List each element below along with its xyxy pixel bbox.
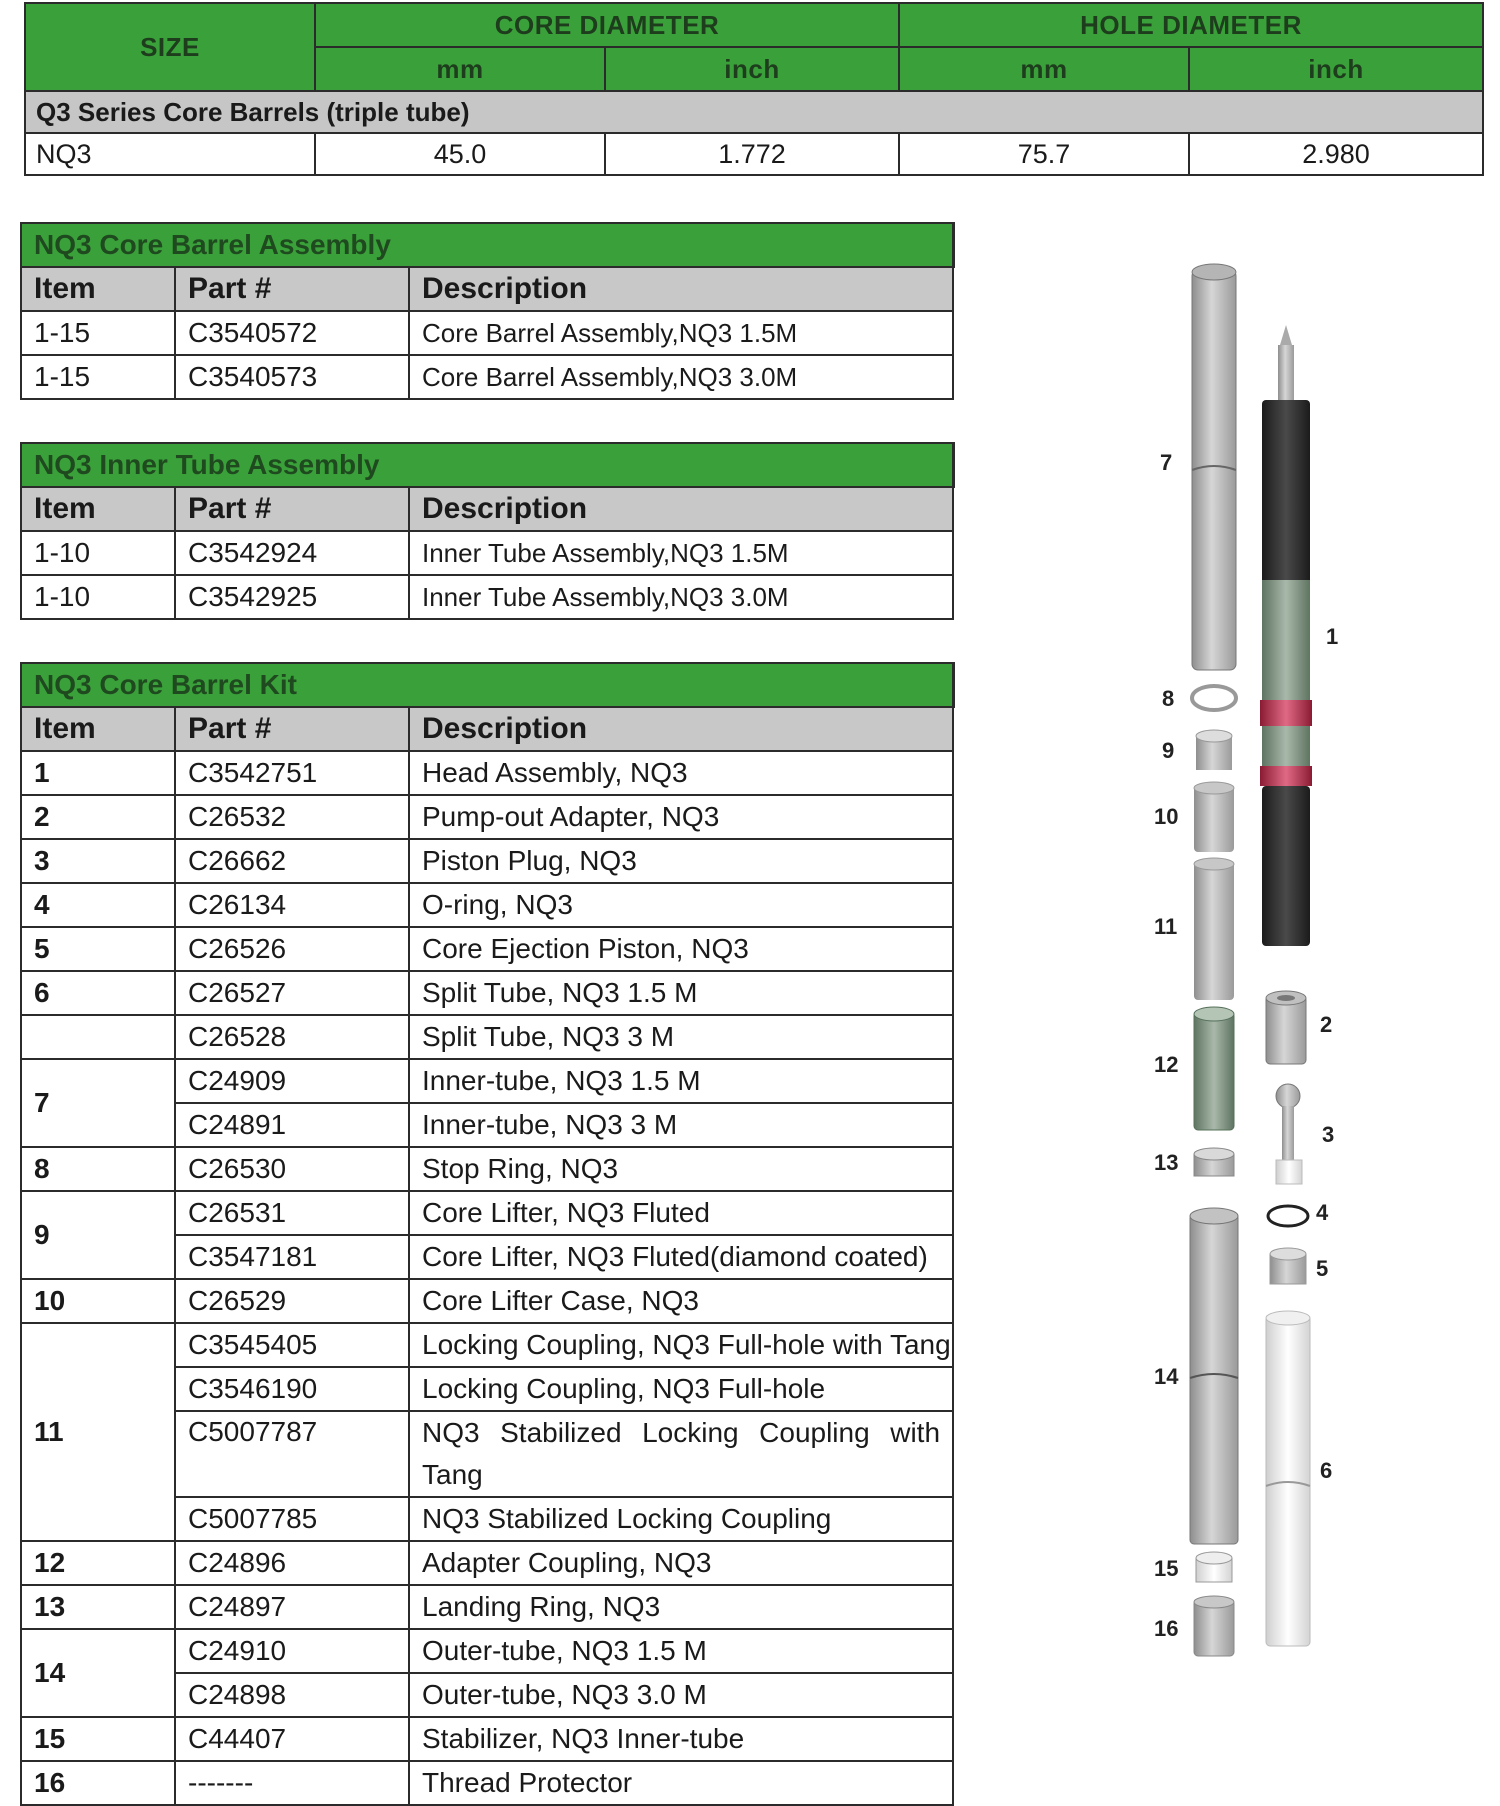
item-cell xyxy=(21,1015,175,1059)
description-cell: Stop Ring, NQ3 xyxy=(409,1147,953,1191)
part-header: Part # xyxy=(175,487,409,531)
part-13-landing-ring xyxy=(1194,1148,1234,1176)
item-cell: 1 xyxy=(21,751,175,795)
series-label: Q3 Series Core Barrels (triple tube) xyxy=(25,91,1483,133)
part-8-stop-ring xyxy=(1192,686,1236,710)
table-title: NQ3 Core Barrel Kit xyxy=(21,663,953,707)
part-cell: C24891 xyxy=(175,1103,409,1147)
label-11: 11 xyxy=(1154,914,1178,939)
part-cell: C3546190 xyxy=(175,1367,409,1411)
part-9-core-lifter xyxy=(1196,730,1232,770)
description-cell: Pump-out Adapter, NQ3 xyxy=(409,795,953,839)
description-cell: Outer-tube, NQ3 3.0 M xyxy=(409,1673,953,1717)
part-cell: C26528 xyxy=(175,1015,409,1059)
description-cell: Inner Tube Assembly,NQ3 3.0M xyxy=(409,575,953,619)
hole-mm-header: mm xyxy=(899,47,1189,91)
description-cell: Core Lifter, NQ3 Fluted xyxy=(409,1191,953,1235)
label-12: 12 xyxy=(1154,1052,1179,1077)
part-10-core-lifter-case xyxy=(1194,782,1234,852)
item-cell: 11 xyxy=(21,1323,175,1541)
label-9: 9 xyxy=(1162,738,1175,763)
part-cell: C3542925 xyxy=(175,575,409,619)
description-cell: Locking Coupling, NQ3 Full-hole with Tang xyxy=(409,1323,953,1367)
item-cell: 9 xyxy=(21,1191,175,1279)
inner-tube-assembly-table xyxy=(20,442,955,620)
item-cell: 1-15 xyxy=(21,355,175,399)
core-mm-value: 45.0 xyxy=(315,133,605,175)
description-cell: Core Lifter Case, NQ3 xyxy=(409,1279,953,1323)
hole-inch-value: 2.980 xyxy=(1189,133,1483,175)
core-inch-header: inch xyxy=(605,47,899,91)
table-title: NQ3 Inner Tube Assembly xyxy=(21,443,953,487)
core-inch-value: 1.772 xyxy=(605,133,899,175)
label-15: 15 xyxy=(1154,1556,1179,1581)
part-cell: C26529 xyxy=(175,1279,409,1323)
item-cell: 13 xyxy=(21,1585,175,1629)
item-cell: 4 xyxy=(21,883,175,927)
core-diameter-header: CORE DIAMETER xyxy=(315,3,899,47)
item-cell: 7 xyxy=(21,1059,175,1147)
part-cell: C26530 xyxy=(175,1147,409,1191)
label-8: 8 xyxy=(1162,686,1175,711)
description-cell: Core Lifter, NQ3 Fluted(diamond coated) xyxy=(409,1235,953,1279)
description-cell: Inner Tube Assembly,NQ3 1.5M xyxy=(409,531,953,575)
description-cell: Inner-tube, NQ3 1.5 M xyxy=(409,1059,953,1103)
description-header: Description xyxy=(409,487,953,531)
description-cell: NQ3 Stabilized Locking Coupling with Tang xyxy=(409,1411,953,1497)
part-cell: C3542751 xyxy=(175,751,409,795)
description-cell: NQ3 Stabilized Locking Coupling xyxy=(409,1497,953,1541)
label-1: 1 xyxy=(1326,624,1339,649)
part-cell: C3540572 xyxy=(175,311,409,355)
description-cell: Inner-tube, NQ3 3 M xyxy=(409,1103,953,1147)
label-5: 5 xyxy=(1316,1256,1329,1281)
part-cell: C24897 xyxy=(175,1585,409,1629)
core-barrel-assembly-table xyxy=(20,222,955,400)
part-cell: C26531 xyxy=(175,1191,409,1235)
description-cell: Thread Protector xyxy=(409,1761,953,1805)
item-cell: 3 xyxy=(21,839,175,883)
hole-mm-value: 75.7 xyxy=(899,133,1189,175)
label-13: 13 xyxy=(1154,1150,1179,1175)
part-5-core-ejection-piston xyxy=(1270,1248,1306,1284)
description-header: Description xyxy=(409,267,953,311)
description-cell: Split Tube, NQ3 3 M xyxy=(409,1015,953,1059)
part-cell: C3545405 xyxy=(175,1323,409,1367)
part-16-thread-protector xyxy=(1194,1596,1234,1656)
description-cell: Landing Ring, NQ3 xyxy=(409,1585,953,1629)
part-cell: C26527 xyxy=(175,971,409,1015)
part-3-piston-plug xyxy=(1276,1084,1302,1184)
part-header: Part # xyxy=(175,267,409,311)
part-cell: C5007787 xyxy=(175,1411,409,1497)
item-cell: 15 xyxy=(21,1717,175,1761)
item-header: Item xyxy=(21,267,175,311)
part-6-split-tube xyxy=(1266,1311,1310,1646)
description-cell: Head Assembly, NQ3 xyxy=(409,751,953,795)
label-10: 10 xyxy=(1154,804,1179,829)
item-cell: 16 xyxy=(21,1761,175,1805)
item-cell: 1-15 xyxy=(21,311,175,355)
description-cell: Core Ejection Piston, NQ3 xyxy=(409,927,953,971)
part-cell: C26134 xyxy=(175,883,409,927)
core-barrel-kit-table xyxy=(20,662,955,1806)
description-cell: O-ring, NQ3 xyxy=(409,883,953,927)
part-7-inner-tube xyxy=(1192,264,1236,670)
part-cell: C26662 xyxy=(175,839,409,883)
part-15-stabilizer xyxy=(1196,1552,1232,1582)
label-16: 16 xyxy=(1154,1616,1179,1641)
label-7: 7 xyxy=(1160,450,1173,475)
size-header: SIZE xyxy=(25,3,315,91)
part-cell: C24910 xyxy=(175,1629,409,1673)
part-cell: C24909 xyxy=(175,1059,409,1103)
exploded-parts-diagram xyxy=(1150,250,1480,1800)
part-cell: C5007785 xyxy=(175,1497,409,1541)
part-14-outer-tube xyxy=(1190,1208,1238,1544)
part-11-locking-coupling xyxy=(1194,858,1234,1000)
item-header: Item xyxy=(21,707,175,751)
hole-diameter-header: HOLE DIAMETER xyxy=(899,3,1483,47)
size-value: NQ3 xyxy=(25,133,315,175)
part-cell: C44407 xyxy=(175,1717,409,1761)
item-cell: 1-10 xyxy=(21,575,175,619)
label-4: 4 xyxy=(1316,1200,1329,1225)
part-cell: C26532 xyxy=(175,795,409,839)
description-cell: Piston Plug, NQ3 xyxy=(409,839,953,883)
part-cell: C3540573 xyxy=(175,355,409,399)
item-cell: 10 xyxy=(21,1279,175,1323)
item-cell: 6 xyxy=(21,971,175,1015)
item-cell: 14 xyxy=(21,1629,175,1717)
item-cell: 8 xyxy=(21,1147,175,1191)
item-cell: 1-10 xyxy=(21,531,175,575)
table-title: NQ3 Core Barrel Assembly xyxy=(21,223,953,267)
part-cell: ------- xyxy=(175,1761,409,1805)
core-mm-header: mm xyxy=(315,47,605,91)
item-cell: 12 xyxy=(21,1541,175,1585)
part-cell: C3542924 xyxy=(175,531,409,575)
item-cell: 2 xyxy=(21,795,175,839)
part-4-o-ring xyxy=(1268,1206,1308,1226)
description-cell: Adapter Coupling, NQ3 xyxy=(409,1541,953,1585)
part-cell: C24896 xyxy=(175,1541,409,1585)
description-cell: Split Tube, NQ3 1.5 M xyxy=(409,971,953,1015)
label-14: 14 xyxy=(1154,1364,1179,1389)
label-3: 3 xyxy=(1322,1122,1335,1147)
part-cell: C24898 xyxy=(175,1673,409,1717)
part-1-head-assembly xyxy=(1260,325,1312,946)
description-cell: Locking Coupling, NQ3 Full-hole xyxy=(409,1367,953,1411)
part-cell: C3547181 xyxy=(175,1235,409,1279)
description-cell: Stabilizer, NQ3 Inner-tube xyxy=(409,1717,953,1761)
part-2-pump-out-adapter xyxy=(1266,991,1306,1064)
part-12-adapter-coupling xyxy=(1194,1007,1234,1130)
description-cell: Core Barrel Assembly,NQ3 1.5M xyxy=(409,311,953,355)
label-2: 2 xyxy=(1320,1012,1333,1037)
size-table xyxy=(24,2,1484,176)
item-header: Item xyxy=(21,487,175,531)
hole-inch-header: inch xyxy=(1189,47,1483,91)
description-header: Description xyxy=(409,707,953,751)
part-cell: C26526 xyxy=(175,927,409,971)
description-cell: Core Barrel Assembly,NQ3 3.0M xyxy=(409,355,953,399)
description-cell: Outer-tube, NQ3 1.5 M xyxy=(409,1629,953,1673)
item-cell: 5 xyxy=(21,927,175,971)
part-header: Part # xyxy=(175,707,409,751)
label-6: 6 xyxy=(1320,1458,1333,1483)
